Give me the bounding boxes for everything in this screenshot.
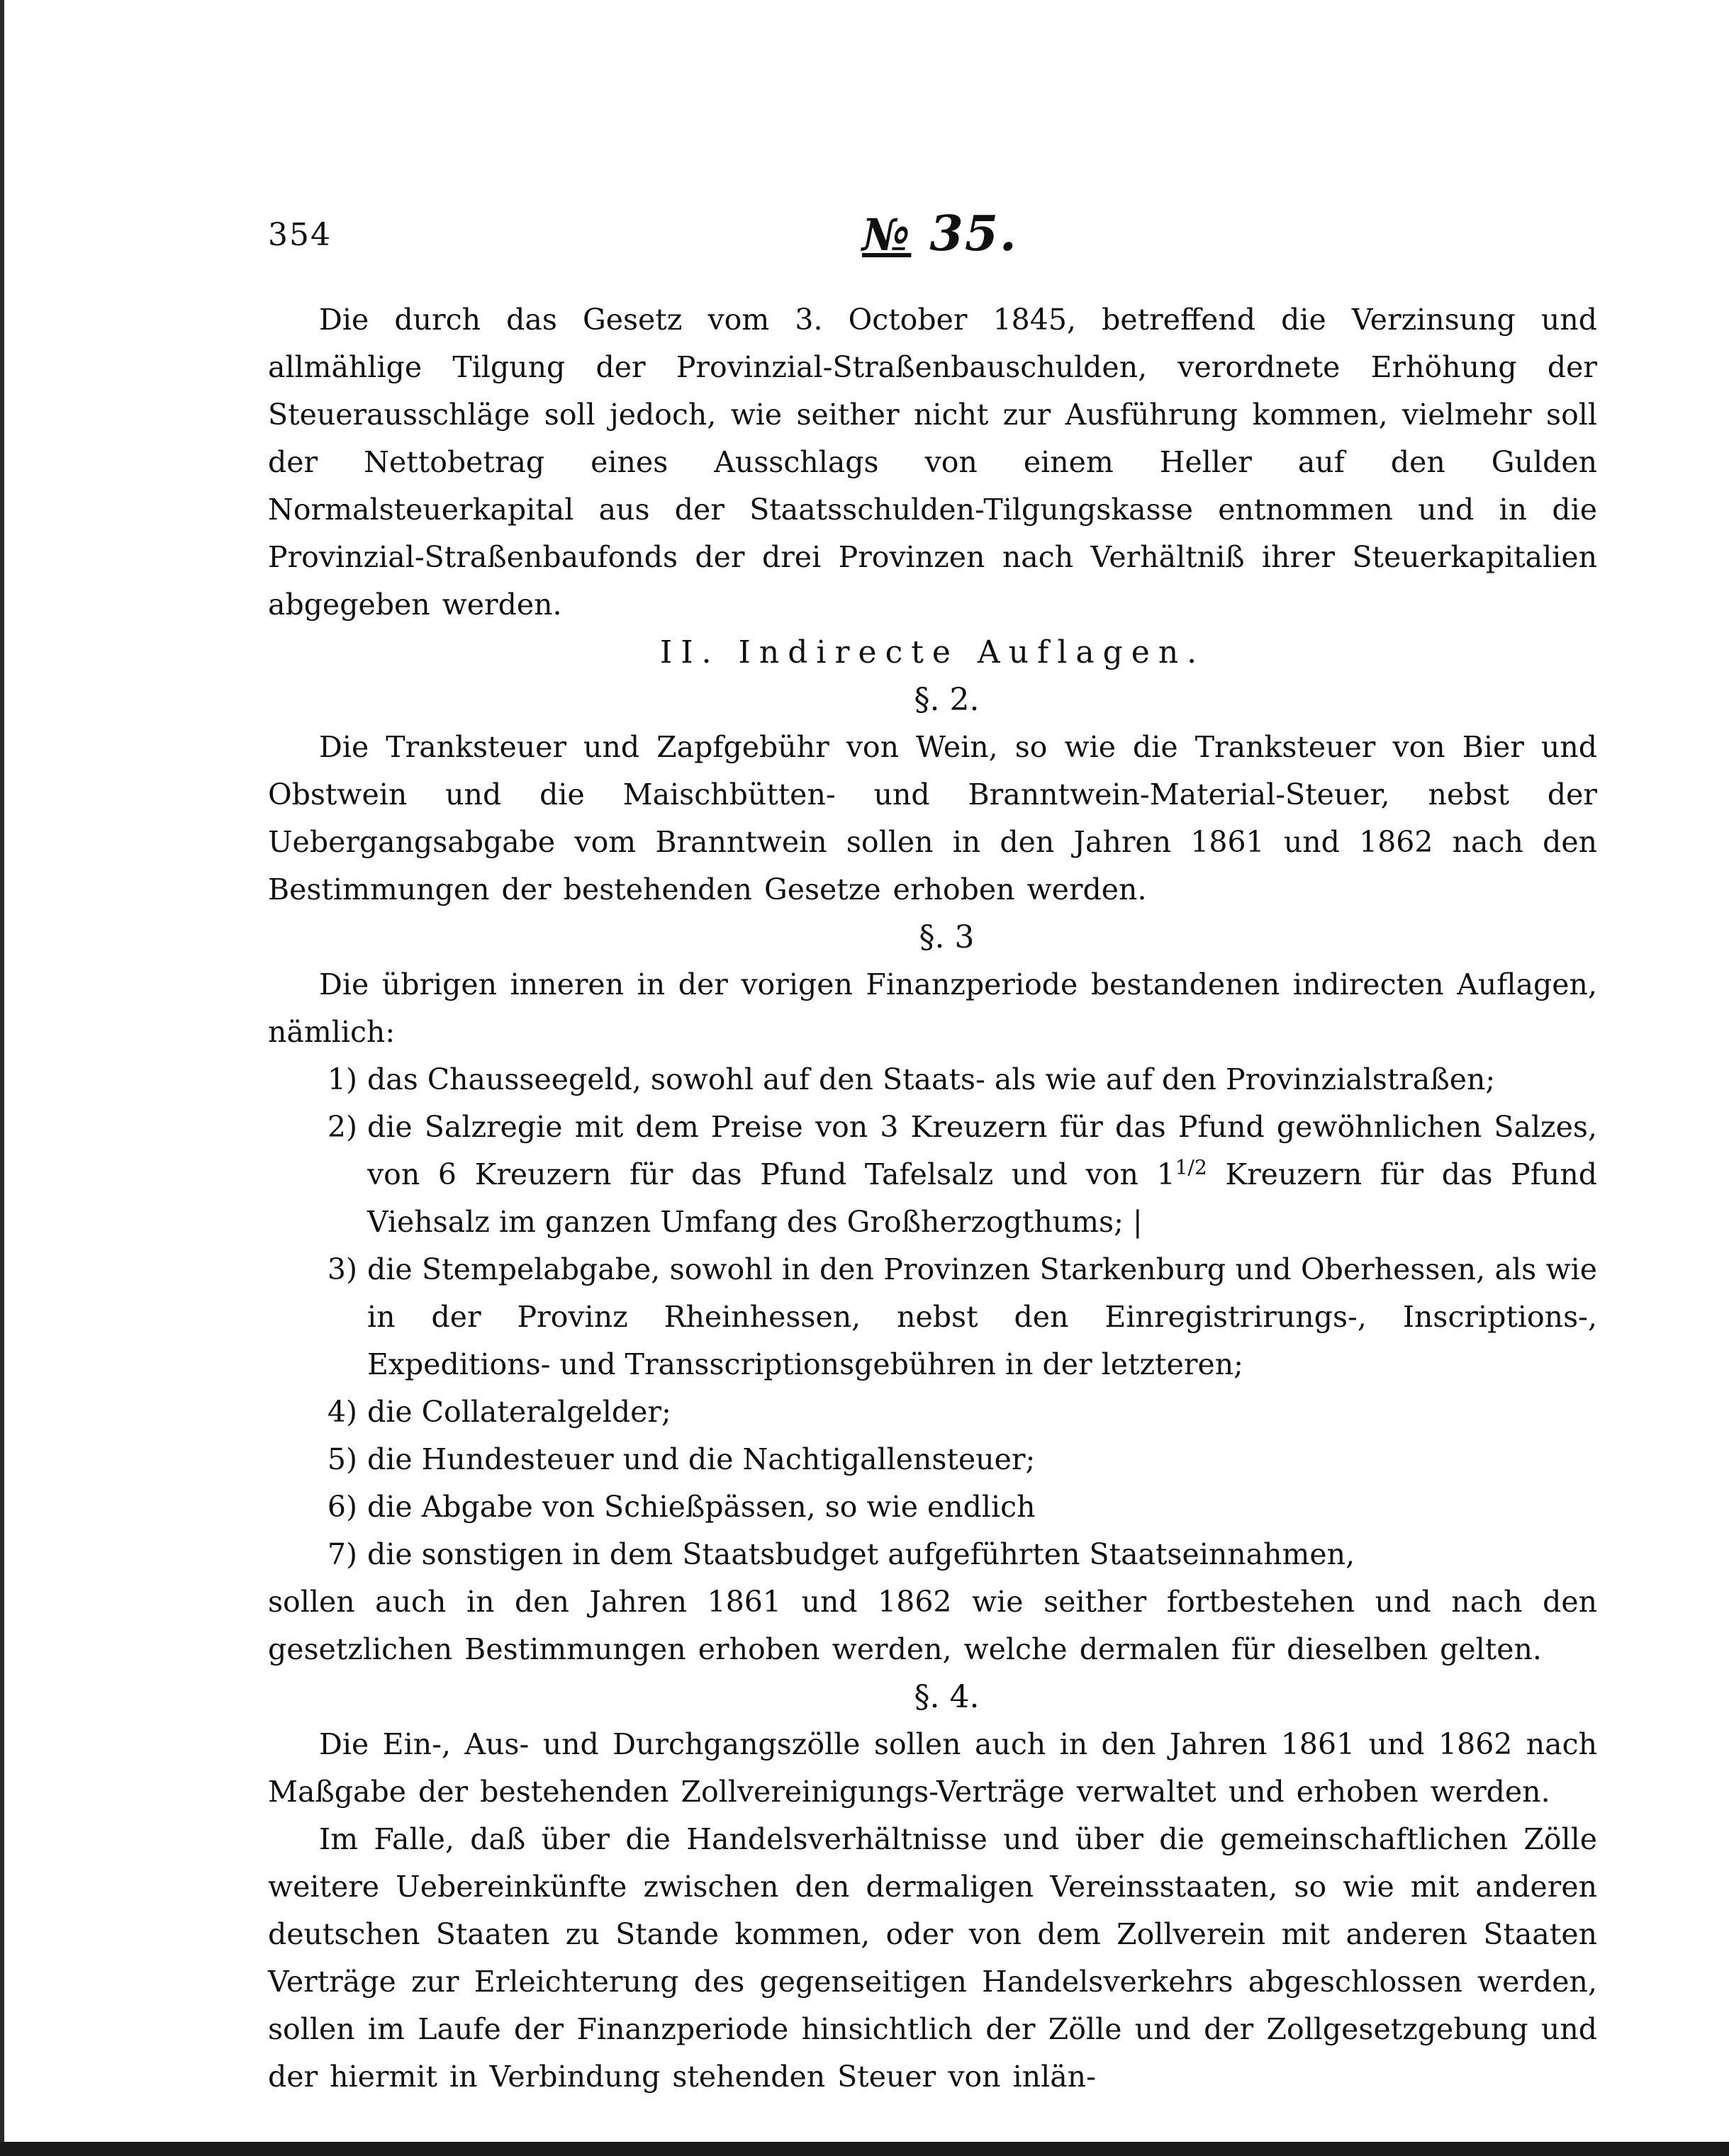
paragraph-3: Die übrigen inneren in der vorigen Finanzperiode bestandenen indirecten Auflagen, nämlich: xyxy=(268,967,1597,1049)
paragraph-1: Die durch das Gesetz vom 3. October 1845, betreffend die Verzinsung und allmählige Tilgung der Provinzial-Straßenbauschulden, verordnete Erhöhung der Steuerausschläge soll jedoch, wie seither nicht zur Ausführung kommen, vielmehr soll der Nettobetrag eines Ausschlags von einem Heller auf den Gulden Normalsteuerkapital aus der Staatsschulden-Tilgungskasse entnommen und in die Provinzial-Straßenbaufonds der drei Provinzen nach Verhältniß ihrer Steuerkapitalien abgegeben werden. xyxy=(268,303,1597,622)
list-item-number: 3) xyxy=(327,1252,357,1286)
list-item-text-end: Kreuzern für das Pfund Viehsalz im ganzen Umfang des Großherzogthums; | xyxy=(367,1157,1597,1239)
fraction-whole: 1 xyxy=(1156,1157,1175,1191)
list-item-1 xyxy=(268,1056,1597,1104)
list-item-7 xyxy=(268,1531,1597,1578)
list-item-text: die Hundesteuer und die Nachtigallensteuer; xyxy=(367,1442,1036,1476)
paragraph-4: sollen auch in den Jahren 1861 und 1862 wie seither fortbestehen und nach den gesetzlichen Bestimmungen erhoben werden, welche dermalen für dieselben gelten. xyxy=(268,1585,1597,1666)
list-item-text xyxy=(357,1104,1597,1246)
section-sign-4: §. 4. xyxy=(914,1679,980,1715)
list-item-4 xyxy=(268,1388,1597,1436)
list-item-text: die Collateralgelder; xyxy=(367,1395,671,1429)
page-body xyxy=(268,296,1597,2101)
numero-sign: № xyxy=(862,209,912,261)
list-item-text: die Abgabe von Schießpässen, so wie endlich xyxy=(367,1490,1036,1524)
list-item-number: 5) xyxy=(327,1442,357,1476)
page-number: 354 xyxy=(268,217,332,253)
paragraph-2: Die Tranksteuer und Zapfgebühr von Wein, so wie die Tranksteuer von Bier und Obstwein und die Maischbütten- und Branntwein-Material-Steuer, nebst der Uebergangsabgabe vom Branntwein sollen in den Jahren 1861 und 1862 nach den Bestimmungen der bestehenden Gesetze erhoben werden. xyxy=(268,730,1597,906)
document-number-value: 35. xyxy=(929,206,1018,262)
list-item-number: 2) xyxy=(327,1110,357,1144)
list-item-2 xyxy=(268,1104,1597,1246)
scan-edge-left xyxy=(0,0,4,2156)
list-item-number: 6) xyxy=(327,1490,357,1524)
list-item-text: die sonstigen in dem Staatsbudget aufgeführten Staatseinnahmen, xyxy=(367,1537,1355,1571)
list-item-6 xyxy=(268,1483,1597,1531)
page-header xyxy=(268,206,1615,269)
list-item-3 xyxy=(268,1246,1597,1388)
list-item-text: die Stempelabgabe, sowohl in den Provinzen Starkenburg und Oberhessen, als wie in der Provinz Rheinhessen, nebst den Einregistrirungs-, Inscriptions-, Expeditions- und Transscriptionsgebühren in der letzteren; xyxy=(367,1252,1597,1381)
list-item-number: 7) xyxy=(327,1537,357,1571)
scan-edge-bottom xyxy=(0,2142,1729,2156)
section-sign-3: §. 3 xyxy=(919,919,975,955)
list-item-number: 1) xyxy=(327,1062,357,1096)
paragraph-5: Die Ein-, Aus- und Durchgangszölle sollen auch in den Jahren 1861 und 1862 nach Maßgabe der bestehenden Zollvereinigungs-Verträge verwaltet und erhoben werden. xyxy=(268,1727,1597,1809)
document-number xyxy=(862,206,1018,262)
fraction-part: 1/2 xyxy=(1175,1155,1207,1179)
list-item-5 xyxy=(268,1436,1597,1483)
list-item-text-start: die Salzregie mit dem Preise von 3 Kreuzern für das Pfund gewöhnlichen Salzes, von 6 Kreuzern für das Pfund Tafelsalz und von xyxy=(367,1110,1597,1191)
section-sign-2: §. 2. xyxy=(914,682,980,718)
paragraph-6: Im Falle, daß über die Handelsverhältnisse und über die gemeinschaftlichen Zölle weitere Uebereinkünfte zwischen den dermaligen Vereinsstaaten, so wie mit anderen deutschen Staaten zu Stande kommen, oder von dem Zollverein mit anderen Staaten Verträge zur Erleichterung des gegenseitigen Handelsverkehrs abgeschlossen werden, sollen im Laufe der Finanzperiode hinsichtlich der Zölle und der Zollgesetzgebung und der hiermit in Verbindung stehenden Steuer von inlän- xyxy=(268,1822,1597,2094)
list-item-text: das Chausseegeld, sowohl auf den Staats- als wie auf den Provinzialstraßen; xyxy=(367,1062,1496,1096)
list-item-number: 4) xyxy=(327,1395,357,1429)
section-heading-indirect-taxes: II. Indirecte Auflagen. xyxy=(659,634,1206,670)
